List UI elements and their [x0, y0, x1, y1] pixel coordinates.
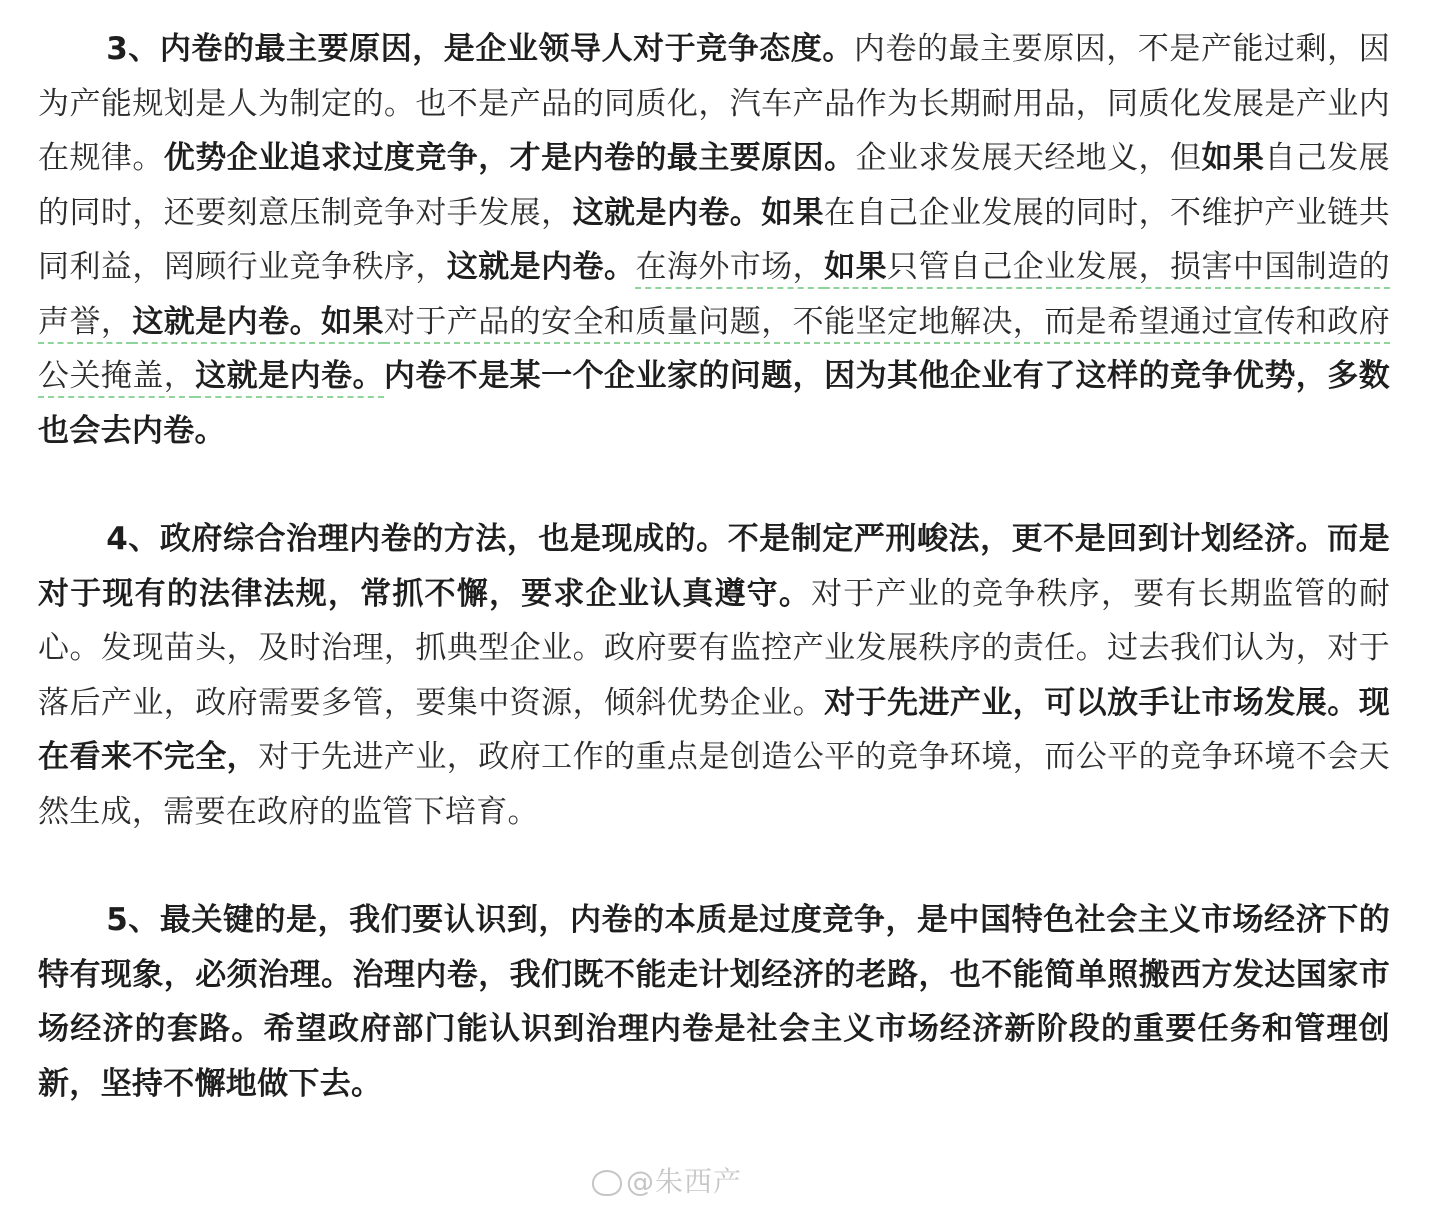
text-segment: 内卷的最主要原因，不是产能过剩，因为产能规划是人为制定的。也不是产品的同质化，汽车产品作为长期耐用品，同质化发展是产业内在规律。 [38, 31, 1390, 176]
weibo-logo-icon [592, 1170, 622, 1196]
bold-text-segment: 如果 [1201, 140, 1265, 176]
text-segment: 企业求发展天经地义，但 [855, 140, 1202, 176]
paragraph-5 [38, 893, 1390, 1111]
text-segment: 在自己企业发展的同时，不维护产业链共同利益，罔顾行业竞争秩序， [38, 194, 1390, 285]
text-segment: 对于先进产业，政府工作的重点是创造公平的竞争环境，而公平的竞争环境不会天然生成，需要在政府的监管下培育。 [38, 739, 1390, 830]
bold-text-segment: 5、最关键的是，我们要认识到，内卷的本质是过度竞争，是中国特色社会主义市场经济下的特有现象，必须治理。治理内卷，我们既不能走计划经济的老路，也不能简单照搬西方发达国家市场经济的套路。希望政府部门能认识到治理内卷是社会主义市场经济新阶段的重要任务和管理创新，坚持不懈地做下去。 [38, 902, 1390, 1102]
bold-text-segment: 对于先进产业，可以放手让市场发展。现在看来不完全， [38, 684, 1390, 775]
bold-text-segment: 3、内卷的最主要原因，是企业领导人对于竞争态度。 [106, 31, 854, 67]
text-segment: 自己发展的同时，还要刻意压制竞争对手发展， [38, 140, 1390, 231]
text-segment: 只管自己企业发展，损害中国制造的声誉， [38, 249, 1390, 344]
text-segment: 在海外市场， [635, 249, 824, 289]
weibo-watermark [592, 1160, 742, 1200]
bold-text-segment: 4、政府综合治理内卷的方法，也是现成的。不是制定严刑峻法，更不是回到计划经济。而是对于现有的法律法规，常抓不懈，要求企业认真遵守。 [38, 521, 1390, 612]
bold-text-segment: 这就是内卷。如果 [132, 304, 384, 344]
bold-text-segment: 内卷不是某一个企业家的问题，因为其他企业有了这样的竞争优势，多数也会去内卷。 [38, 358, 1390, 449]
text-segment: 对于产品的安全和质量问题，不能坚定地解决，而是希望通过宣传和政府公关掩盖， [38, 304, 1390, 399]
article-body [38, 22, 1390, 1111]
bold-text-segment: 这就是内卷。如果 [572, 194, 825, 231]
bold-text-segment: 这就是内卷。 [195, 358, 384, 398]
watermark-text: @朱西产 [626, 1165, 743, 1198]
bold-text-segment: 如果 [824, 249, 887, 289]
paragraph-3 [38, 22, 1390, 458]
bold-text-segment: 优势企业追求过度竞争，才是内卷的最主要原因。 [163, 140, 856, 176]
bold-text-segment: 这就是内卷。 [446, 249, 636, 285]
paragraph-4 [38, 512, 1390, 839]
text-segment: 对于产业的竞争秩序，要有长期监管的耐心。发现苗头，及时治理，抓典型企业。政府要有监控产业发展秩序的责任。过去我们认为，对于落后产业，政府需要多管，要集中资源，倾斜优势企业。 [38, 575, 1390, 721]
